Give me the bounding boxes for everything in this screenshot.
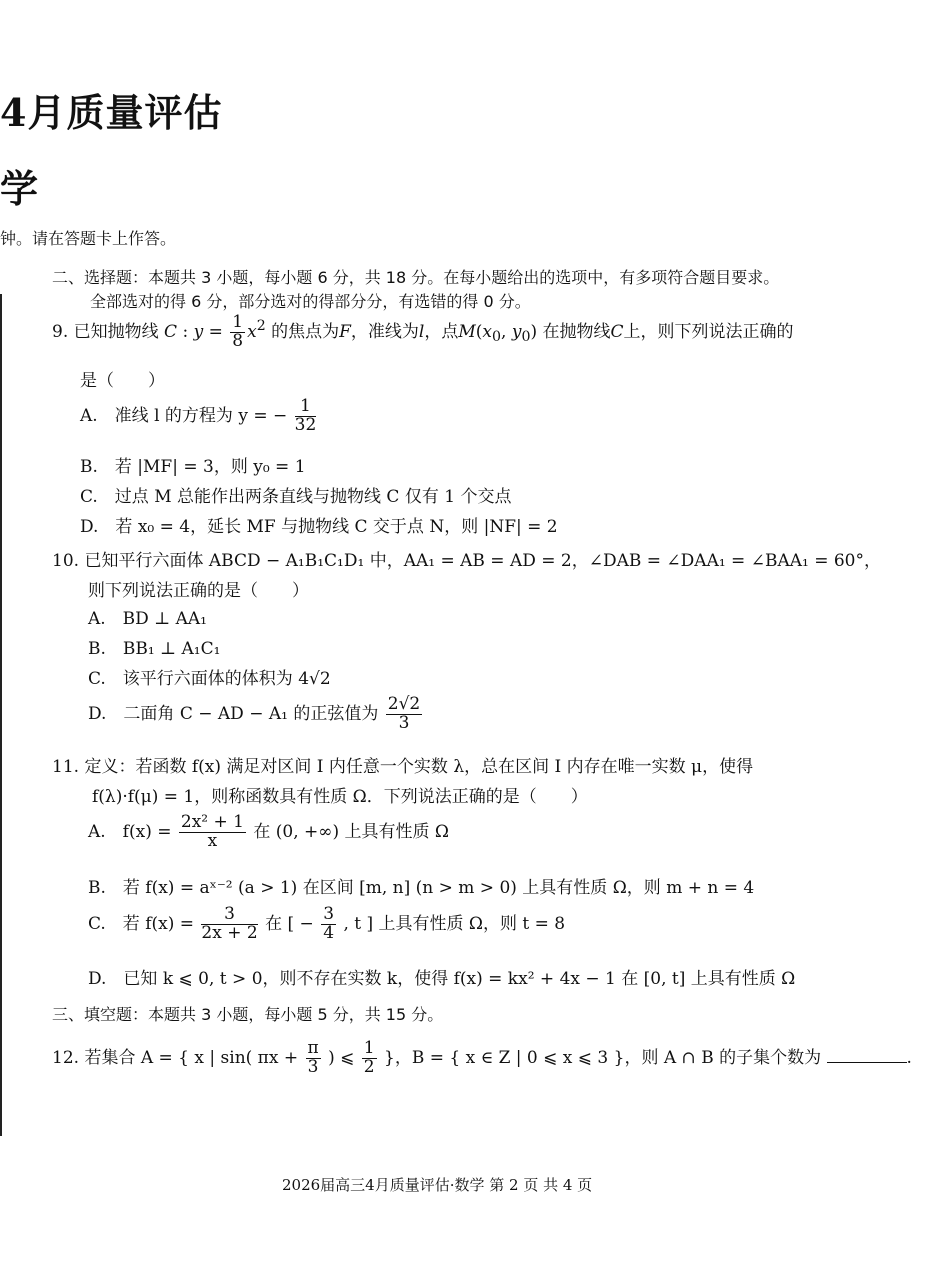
section-2-heading-line2: 全部选对的得 6 分，部分选对的得部分分，有选错的得 0 分。 [90,292,531,311]
fraction: $\frac{1}{8}$ [232,312,244,351]
question-number: 11. [52,757,80,777]
question-9-option-a: A. 准线 l 的方程为 y = − $\frac{1}{32}$ [80,396,317,435]
question-10-option-d: D. 二面角 C − AD − A₁ 的正弦值为 $\frac{2√2}{3}$ [88,694,421,733]
question-10-line2: 则下列说法正确的是（ ） [88,581,309,601]
question-9: 9. 已知抛物线 C : y = $\frac{1}{8}$ $x^2$ 的焦点为F，准线为l，点$M(x_0$, $y_0$) 在抛物线C上，则下列说法正确的 [52,312,794,351]
fraction: $\frac{1}{2}$ [363,1038,375,1077]
page-footer: 2026届高三4月质量评估·数学 第 2 页 共 4 页 [282,1176,593,1194]
question-9-option-d: D. 若 x₀ = 4，延长 MF 与抛物线 C 交于点 N，则 |NF| = 2 [80,517,558,537]
section-2-heading: 二、选择题：本题共 3 小题，每小题 6 分，共 18 分。在每小题给出的选项中，有多项符合题目要求。 [52,268,780,287]
question-11-line2: f(λ)·f(μ) = 1，则称函数具有性质 Ω．下列说法正确的是（ ） [92,787,588,807]
question-number: 9. [52,321,69,342]
question-9-option-b: B. 若 |MF| = 3，则 y₀ = 1 [80,457,306,477]
question-11-option-d: D. 已知 k ⩽ 0, t > 0，则不存在实数 k，使得 f(x) = kx² + 4x − 1 在 [0, t] 上具有性质 Ω [88,969,796,989]
fraction: $\frac{\text{2x² + 1}}{x}$ [180,812,244,851]
question-stem: 已知平行六面体 ABCD − A₁B₁C₁D₁ 中，AA₁ = AB = AD = 2，∠DAB = ∠DAA₁ = ∠BAA₁ = 60°， [84,551,881,571]
subject-title: 学 [0,166,40,211]
question-9-option-c: C. 过点 M 总能作出两条直线与抛物线 C 仅有 1 个交点 [80,487,512,507]
question-11 [52,752,753,777]
question-11-option-c: C. 若 f(x) = $\frac{3}{2x + 2}$ 在 [ − $\frac{3}{4}$ , t ] 上具有性质 Ω，则 t = 8 [88,904,566,943]
question-10-option-a: A. BD ⊥ AA₁ [88,609,207,629]
fraction: $\frac{3}{4}$ [323,904,335,943]
question-10-option-b: B. BB₁ ⊥ A₁C₁ [88,639,221,659]
question-stem: 定义：若函数 f(x) 满足对区间 I 内任意一个实数 λ，总在区间 I 内存在唯一实数 μ，使得 [84,757,754,777]
fraction: $\frac{3}{2x + 2}$ [201,904,258,943]
question-9-line2: 是（ ） [80,371,165,391]
question-12: 12. 若集合 A = { x | sin( πx + $\frac{\pi}{3}$ ) ⩽ $\frac{1}{2}$ }，B = { x ∈ Z | 0 ⩽ x ⩽ 3 }，则 A ∩ B 的子集个数为 . [52,1038,912,1077]
fraction: $\frac{\pi}{3}$ [307,1038,319,1077]
question-10-option-c: C. 该平行六面体的体积为 4√2 [88,669,331,689]
question-stem: 已知抛物线 [73,321,159,342]
question-10 [52,546,881,571]
fraction: $\frac{2√2}{3}$ [387,694,421,733]
question-11-option-b: B. 若 f(x) = aˣ⁻² (a > 1) 在区间 [m, n] (n > m > 0) 上具有性质 Ω，则 m + n = 4 [88,878,755,898]
margin-line [0,294,2,1136]
exam-title: 4月质量评估 [0,90,223,135]
answer-blank[interactable] [827,1062,907,1063]
exam-note: 钟。请在答题卡上作答。 [0,229,177,248]
question-number: 12. [52,1047,80,1068]
section-3-heading: 三、填空题：本题共 3 小题，每小题 5 分，共 15 分。 [52,1005,444,1024]
fraction: $\frac{1}{32}$ [294,396,317,435]
question-11-option-a: A. f(x) = $\frac{\text{2x² + 1}}{x}$ 在 (0, +∞) 上具有性质 Ω [88,812,449,851]
question-number: 10. [52,551,80,571]
